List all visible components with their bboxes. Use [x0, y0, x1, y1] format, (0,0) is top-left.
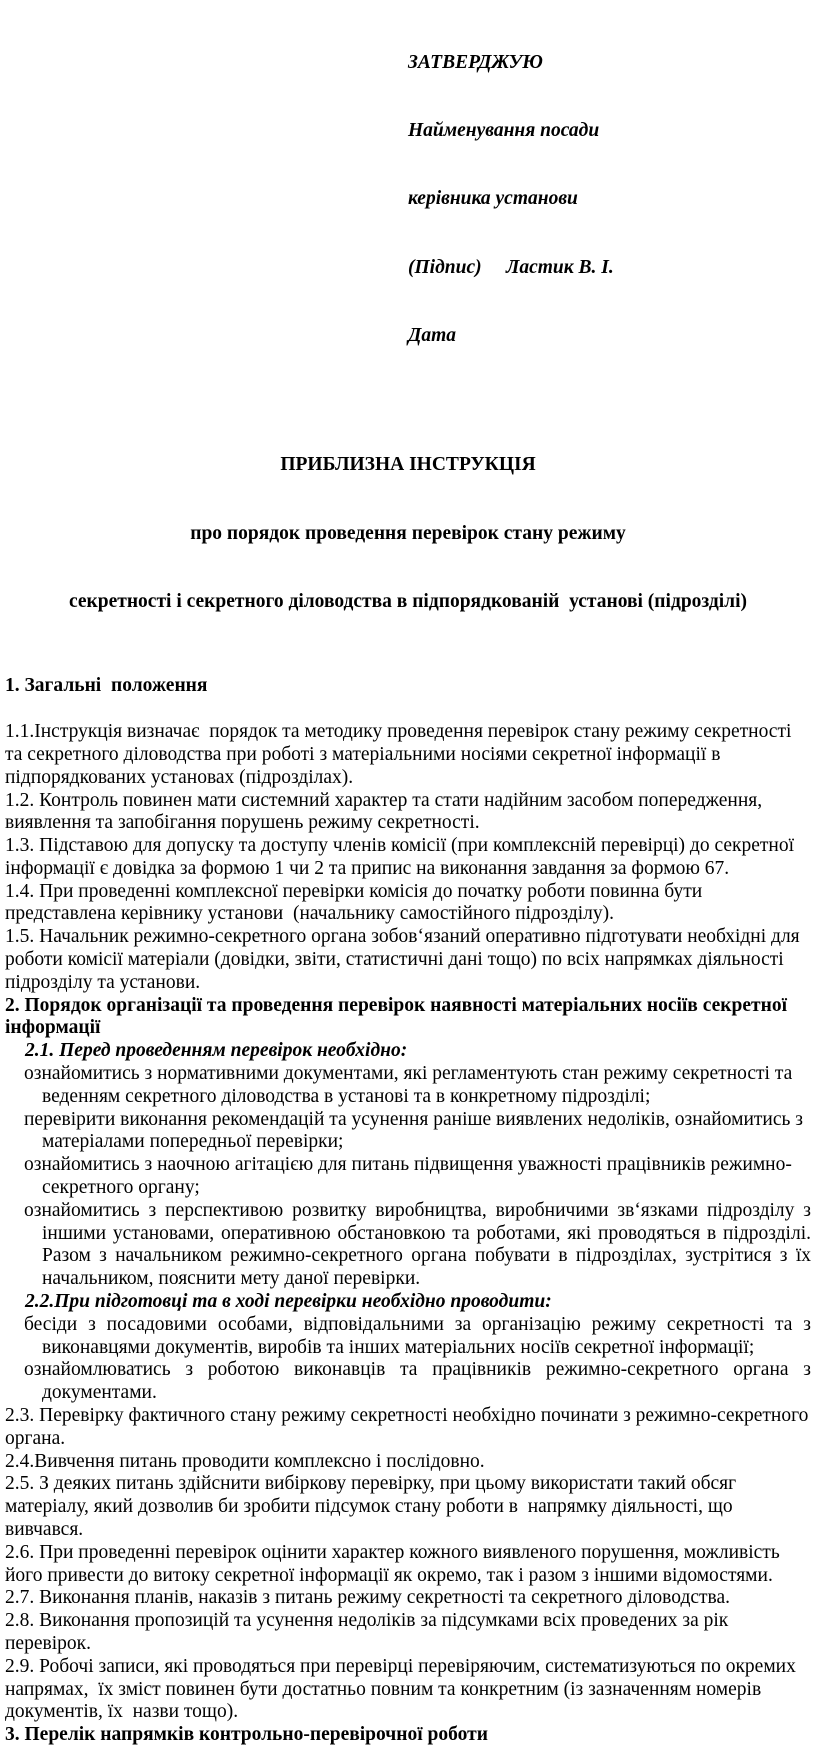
list-item-2-2-b: ознайомлюватись з роботою виконавців та працівників режимно-секретного органа з документами. — [24, 1359, 811, 1404]
subsection-2-1-heading: 2.1. Перед проведенням перевірок необхідно: — [25, 1040, 408, 1062]
document-title — [5, 409, 811, 660]
list-item-2-1-a: ознайомитись з нормативними документами, які регламентують стан режиму секретності та веденням секретного діловодства в установі та в конкретному підрозділі; — [24, 1063, 793, 1107]
paragraph-2-8: 2.8. Виконання пропозицій та усунення недоліків за підсумками всіх проведених за рік перевірок. — [5, 1610, 734, 1654]
approval-line-date: Дата — [408, 325, 456, 347]
paragraph-1-1: 1.1.Інструкція визначає порядок та методику проведення перевірок стану режиму секретності та секретного діловодства при роботі з матеріальними носіями секретної інформації в підпорядкованих установах (підрозділах). — [5, 721, 797, 788]
list-item-2-1-b: перевірити виконання рекомендацій та усунення раніше виявлених недоліків, ознайомитись з матеріалами попередньої перевірки; — [24, 1108, 803, 1153]
section-2-heading: 2. Порядок організації та проведення перевірок наявності матеріальних носіїв секретної інформації — [5, 994, 792, 1039]
paragraph-2-6: 2.6. При проведенні перевірок оцінити характер кожного виявленого порушення, можливість його привести до витоку секретної інформації як окремо, так і разом з іншими відомостями. — [5, 1541, 785, 1586]
title-line-1: ПРИБЛИЗНА ІНСТРУКЦІЯ — [280, 454, 536, 476]
paragraph-2-3: 2.3. Перевірку фактичного стану режиму секретності необхідно починати з режимно-секретного органа. — [5, 1405, 814, 1449]
title-line-2: про порядок проведення перевірок стану режиму — [190, 522, 626, 544]
paragraph-1-5: 1.5. Начальник режимно-секретного органа зобов‘язаний оперативно підготувати необхідні для роботи комісії матеріали (довідки, звіти, статистичні дані тощо) по всіх напрямках діяльності підрозділу та установи. — [5, 926, 805, 993]
list-item-2-1-c: ознайомитись з наочною агітацією для питань підвищення уважності працівників режимно-секретного органу; — [24, 1154, 792, 1199]
paragraph-2-5: 2.5. З деяких питань здійснити вибіркову перевірку, при цьому використати такий обсяг матеріалу, який дозволив би зробити підсумок стану роботи в напрямку діяльності, що вивчався. — [5, 1473, 742, 1540]
title-line-3: секретності і секретного діловодства в підпорядкованій установі (підрозділі) — [68, 590, 748, 612]
approval-line-signature: (Підпис) Ластик В. І. — [408, 256, 614, 278]
section-1-heading: 1. Загальні положення — [5, 675, 208, 697]
approval-block — [408, 6, 811, 394]
paragraph-2-7: 2.7. Виконання планів, наказів з питань режиму секретності та секретного діловодства. — [5, 1587, 731, 1609]
subsection-2-2-heading: 2.2.При підготовці та в ході перевірки необхідно проводити: — [25, 1291, 552, 1313]
approval-line-zatverdzhuyu: ЗАТВЕРДЖУЮ — [408, 51, 543, 73]
approval-line-position: Найменування посади — [408, 119, 600, 141]
list-item-2-1-d: ознайомитись з перспективою розвитку виробництва, виробничими зв‘язками підрозділу з іншими установами, оперативною обстановкою та роботами, які проводяться в підрозділі. Разом з начальником режимно-секретного органа побувати в підрозділах, зустрітися з їх начальником, пояснити мету даної перевірки. — [24, 1199, 811, 1290]
paragraph-1-4: 1.4. При проведенні комплексної перевірки комісія до початку роботи повинна бути представлена керівнику установи (начальнику самостійного підрозділу). — [5, 880, 708, 925]
list-item-2-2-a: бесіди з посадовими особами, відповідальними за організацію режиму секретності та з виконавцями документів, виробів та інших матеріальних носіїв секретної інформації; — [24, 1313, 811, 1358]
paragraph-1-2: 1.2. Контроль повинен мати системний характер та стати надійним засобом попередження, виявлення та запобігання порушень режиму секретності. — [5, 789, 768, 834]
paragraph-1-3: 1.3. Підставою для допуску та доступу членів комісії (при комплексній перевірці) до секретної інформації є довідка за формою 1 чи 2 та припис на виконання завдання за формою 67. — [5, 835, 799, 879]
section-3-heading: 3. Перелік напрямків контрольно-перевірочної роботи — [5, 1724, 488, 1746]
paragraph-2-9: 2.9. Робочі записи, які проводяться при перевірці перевіряючим, систематизуються по окремих напрямах, їх зміст повинен бути достатньо повним та конкретним (із зазначенням номерів документів, їх назви тощо). — [5, 1655, 801, 1723]
approval-line-head: керівника установи — [408, 188, 578, 210]
paragraph-2-4: 2.4.Вивчення питань проводити комплексно і послідовно. — [5, 1450, 485, 1472]
